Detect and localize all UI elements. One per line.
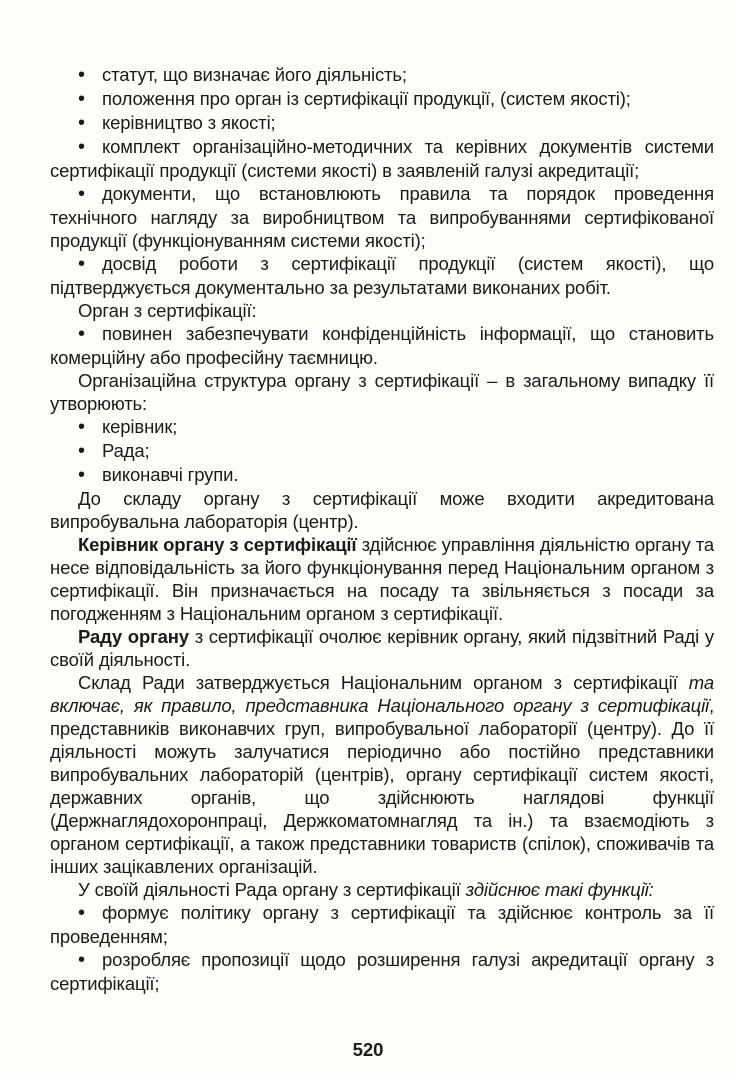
paragraph: Орган з сертифікації: <box>78 300 257 321</box>
list-item: • статут, що визначає його діяльність; <box>50 63 714 87</box>
list-item: • розробляє пропозиції щодо розширення галузі акредитації органу з сертифікації; <box>50 948 714 995</box>
paragraph-text: з сертифікації очолює керівник органу, який підзвітний Раді у своїй діяльності. <box>50 626 714 670</box>
list-item: • положення про орган із сертифікації продукції, (систем якості); <box>50 87 714 111</box>
paragraph <box>50 671 714 878</box>
page-number: 520 <box>352 1039 384 1060</box>
paragraph <box>50 533 714 625</box>
paragraph-lead: Раду органу <box>78 626 189 647</box>
list-item: • формує політику органу з сертифікації та здійснює контроль за її проведенням; <box>50 901 714 948</box>
paragraph-text: Склад Ради затверджується Національним органом з сертифікації <box>78 672 689 693</box>
paragraph-emphasis: здійснює такі функції: <box>465 879 654 900</box>
list-item: • документи, що встановлюють правила та порядок проведення технічного нагляду за виробництвом та випробуваннями сертифікованої продукції (функціонуванням системи якості); <box>50 182 714 252</box>
paragraph <box>50 625 714 671</box>
list-item: • керівник; <box>50 415 714 439</box>
list-item: • виконавчі групи. <box>50 463 714 487</box>
body-text <box>50 63 714 995</box>
paragraph-text: У своїй діяльності Рада органу з сертифікації <box>78 879 466 900</box>
paragraph <box>50 878 714 901</box>
paragraph-lead: Керівник органу з сертифікації <box>78 534 357 555</box>
paragraph-text: , представників виконавчих груп, випробувальної лабораторії (центру). До її діяльності можуть залучатися періодично або постійно представники випробувальних лабораторій (центрів), органу сертифікації систем якості, державних органів, що здійснюють наглядові функції (Держнаглядохоронпраці, Держкоматомнагляд та ін.) та взаємодіють з органом сертифікації, а також представники товариств (спілок), споживачів та інших зацікавлених організацій. <box>50 695 714 877</box>
paragraph-text: здійснює управління діяльністю органу та несе відповідальність за його функціонування перед Національним органом з сертифікації. Він призначається на посаду та звільняється з посади за погодженням з Національним органом з сертифікації. <box>50 534 714 624</box>
list-item: • досвід роботи з сертифікації продукції (систем якості), що підтверджується документально за результатами виконаних робіт. <box>50 252 714 299</box>
list-item: • повинен забезпечувати конфіденційність інформації, що становить комерційну або професійну таємницю. <box>50 322 714 369</box>
paragraph: До складу органу з сертифікації може входити акредитована випробувальна лабораторія (центр). <box>50 488 714 532</box>
list-item: • керівництво з якості; <box>50 111 714 135</box>
paragraph: Організаційна структура органу з сертифікації – в загальному випадку її утворюють: <box>50 370 714 414</box>
list-item: • комплект організаційно-методичних та керівних документів системи сертифікації продукції (системи якості) в заявленій галузі акредитації; <box>50 135 714 182</box>
list-item: • Рада; <box>50 439 714 463</box>
paragraph-emphasis: та включає, як правило, представника Національного органу з сертифікації <box>50 672 714 716</box>
